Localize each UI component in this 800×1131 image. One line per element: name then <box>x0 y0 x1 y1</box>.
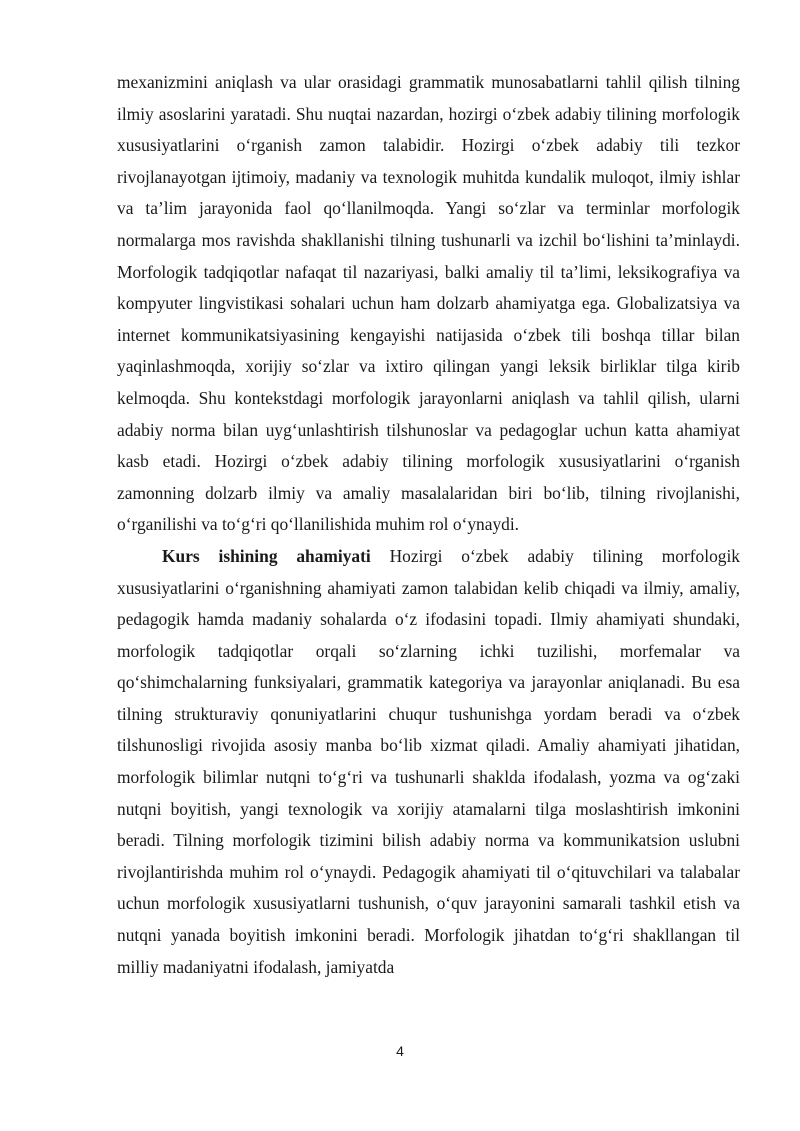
page-number: 4 <box>396 1043 404 1059</box>
body-paragraph-1: mexanizmini aniqlash va ular orasidagi grammatik munosabatlarni tahlil qilish tilning ilmiy asoslarini yaratadi. Shu nuqtai nazardan, hozirgi o‘zbek adabiy tilining morfologik xususiyatlarini o‘rganish zamon talabidir. Hozirgi o‘zbek adabiy tili tezkor rivojlanayotgan ijtimoiy, madaniy va texnologik muhitda kundalik muloqot, ilmiy ishlar va ta’lim jarayonida faol qo‘llanilmoqda. Yangi so‘zlar va terminlar morfologik normalarga mos ravishda shakllanishi tilning tushunarli va izchil bo‘lishini ta’minlaydi. Morfologik tadqiqotlar nafaqat til nazariyasi, balki amaliy til ta’limi, leksikografiya va kompyuter lingvistikasi sohalari uchun ham dolzarb ahamiyatga ega. Globalizatsiya va internet kommunikatsiyasining kengayishi natijasida o‘zbek tili boshqa tillar bilan yaqinlashmoqda, xorijiy so‘zlar va ixtiro qilingan yangi leksik birliklar tilga kirib kelmoqda. Shu kontekstdagi morfologik jarayonlarni aniqlash va tahlil qilish, ularni adabiy norma bilan uyg‘unlashtirish tilshunoslar va pedagoglar uchun katta ahamiyat kasb etadi. Hozirgi o‘zbek adabiy tilining morfologik xususiyatlarini o‘rganish zamonning dolzarb ilmiy va amaliy masalalaridan biri bo‘lib, tilning rivojlanishi, o‘rganilishi va to‘g‘ri qo‘llanilishida muhim rol o‘ynaydi. <box>117 72 740 535</box>
document-page <box>117 67 740 983</box>
body-paragraph-2-text: Hozirgi o‘zbek adabiy tilining morfologik xususiyatlarini o‘rganishning ahamiyati zamon talabidan kelib chiqadi va ilmiy, amaliy, pedagogik hamda madaniy sohalarda o‘z ifodasini topadi. Ilmiy ahamiyati shundaki, morfologik tadqiqotlar orqali so‘zlarning ichki tuzilishi, morfemalar va qo‘shimchalarning funksiyalari, grammatik kategoriya va jarayonlar aniqlanadi. Bu esa tilning strukturaviy qonuniyatlarini chuqur tushunishga yordam beradi va o‘zbek tilshunosligi rivojida asosiy manba bo‘lib xizmat qiladi. Amaliy ahamiyati jihatidan, morfologik bilimlar nutqni to‘g‘ri va tushunarli shaklda ifodalash, yozma va og‘zaki nutqni boyitish, yangi texnologik va xorijiy atamalarni tilga moslashtirish imkonini beradi. Tilning morfologik tizimini bilish adabiy norma va kommunikatsion uslubni rivojlantirishda muhim rol o‘ynaydi. Pedagogik ahamiyati til o‘qituvchilari va talabalar uchun morfologik xususiyatlarni tushunish, o‘quv jarayonini samarali tashkil etish va nutqni yanada boyitish imkonini beradi. Morfologik jihatdan to‘g‘ri shakllangan til milliy madaniyatni ifodalash, jamiyatda <box>117 545 740 977</box>
section-heading-inline: Kurs ishining ahamiyati <box>162 545 371 566</box>
body-paragraph-2 <box>117 541 740 983</box>
